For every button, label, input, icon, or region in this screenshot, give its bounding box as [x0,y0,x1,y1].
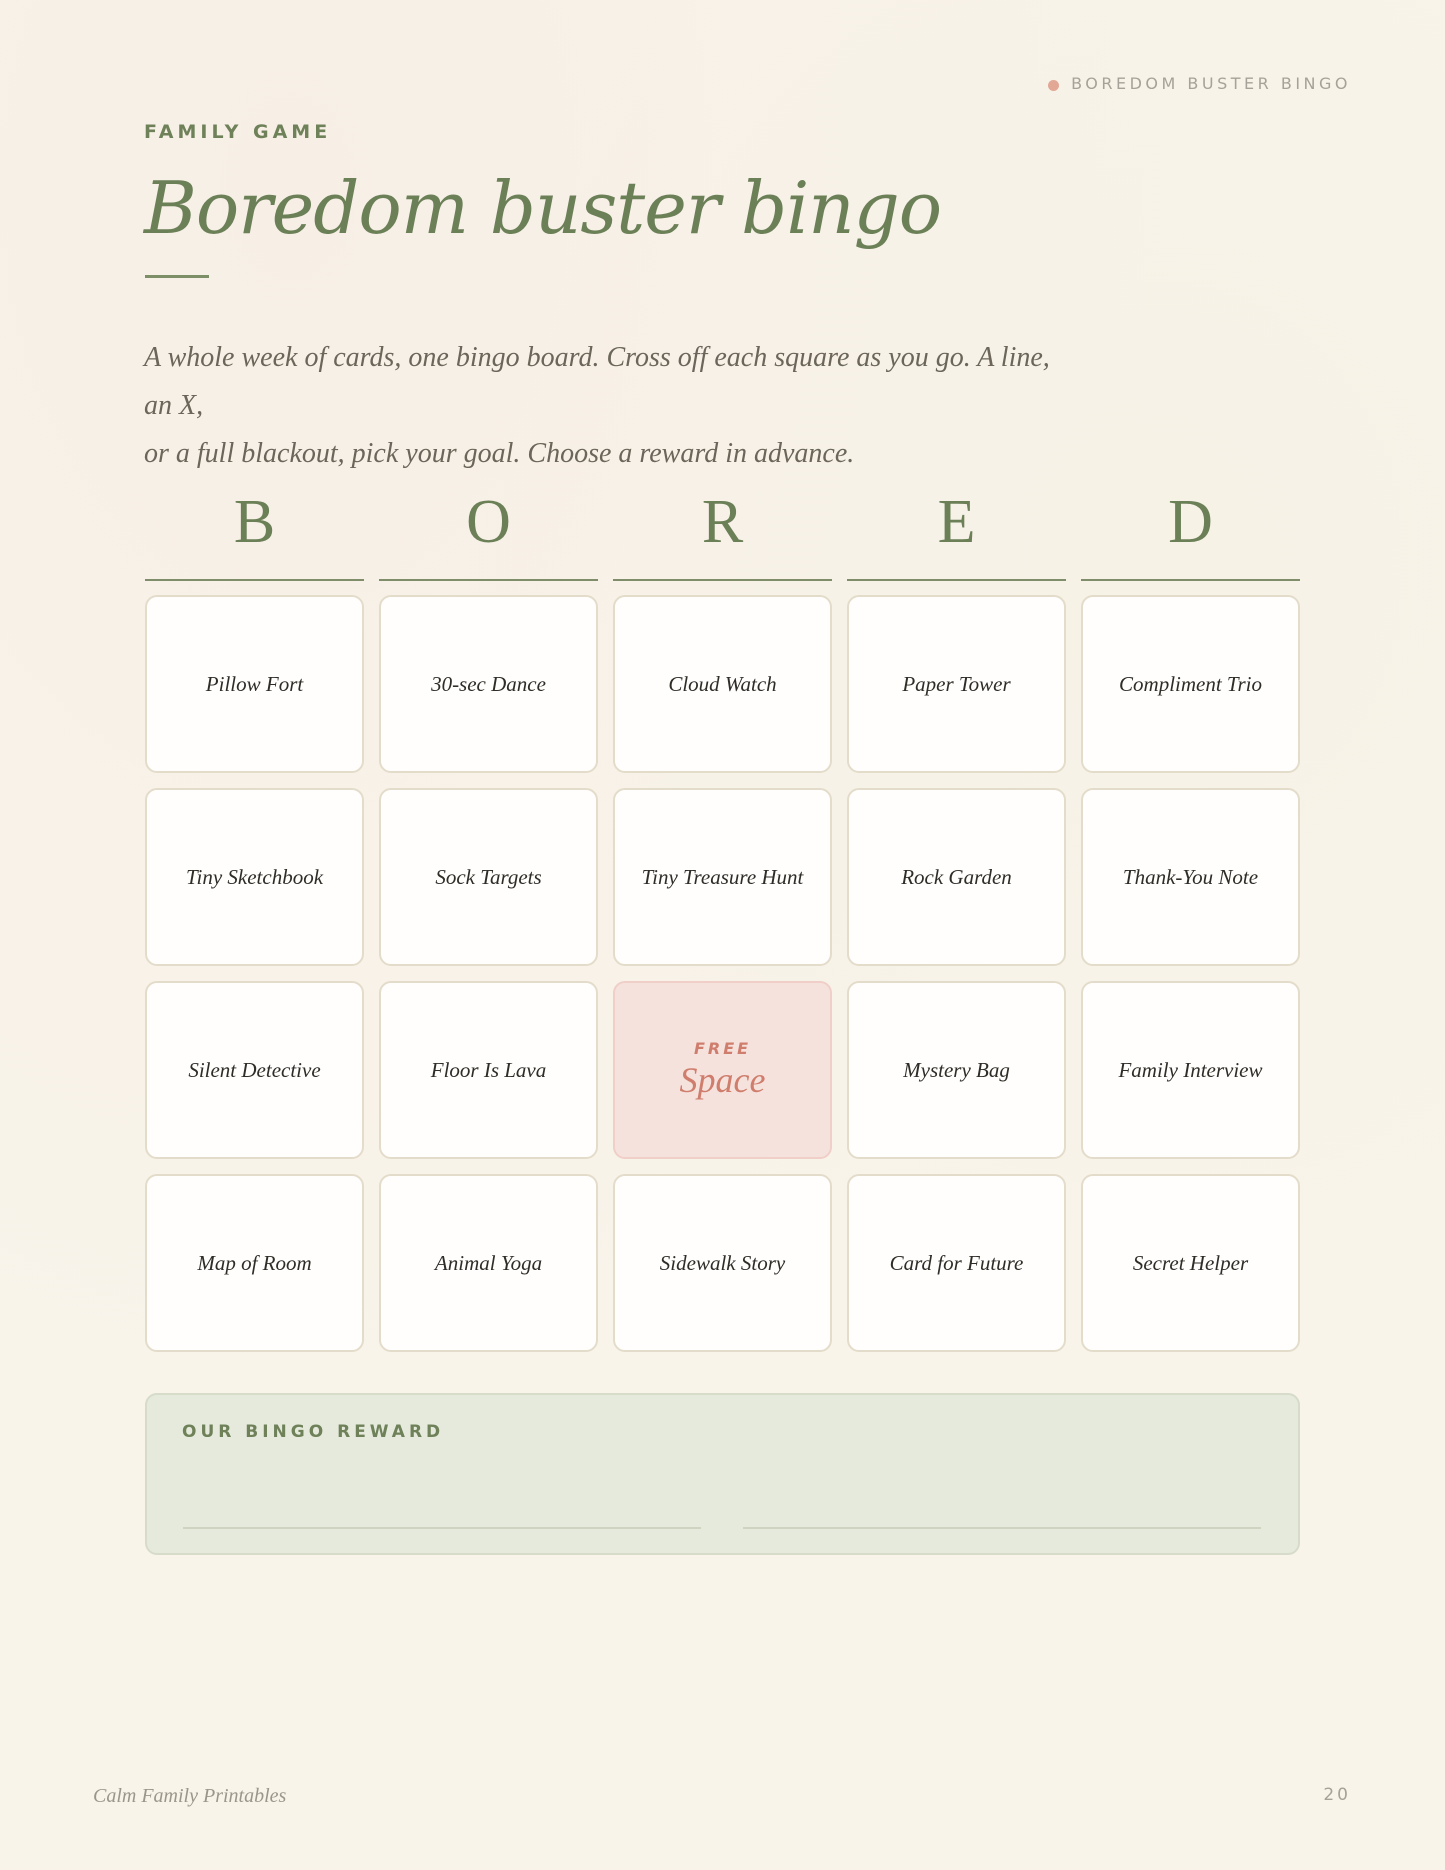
bingo-cell[interactable]: Rock Garden [847,788,1066,966]
bingo-cell[interactable]: Pillow Fort [145,595,364,773]
free-space-cell[interactable] [613,981,832,1159]
reward-write-line-1[interactable] [183,1527,701,1529]
free-space-label: FREE [693,1039,752,1058]
bingo-cell[interactable]: Animal Yoga [379,1174,598,1352]
bingo-cell[interactable]: Family Interview [1081,981,1300,1159]
intro-line-2: or a full blackout, pick your goal. Choose a reward in advance. [144,438,855,469]
bingo-cell[interactable]: Tiny Sketchbook [145,788,364,966]
bingo-letter-e: E [847,482,1066,581]
bingo-cell[interactable]: Map of Room [145,1174,364,1352]
bingo-cell[interactable]: Card for Future [847,1174,1066,1352]
bingo-cell[interactable]: Floor Is Lava [379,981,598,1159]
running-head [1048,74,1351,93]
bingo-cell[interactable]: Sock Targets [379,788,598,966]
page-number: 20 [1323,1785,1351,1805]
footer-publication: Calm Family Printables [93,1785,287,1807]
reward-label: OUR BINGO REWARD [182,1422,445,1442]
bingo-cell[interactable]: Mystery Bag [847,981,1066,1159]
bingo-cell[interactable]: Cloud Watch [613,595,832,773]
bingo-header [145,482,1300,581]
bingo-letter-d: D [1081,482,1300,581]
bingo-cell[interactable]: Sidewalk Story [613,1174,832,1352]
bingo-cell[interactable]: Thank-You Note [1081,788,1300,966]
reward-write-line-2[interactable] [743,1527,1261,1529]
bingo-grid [145,595,1300,1352]
page-title: Boredom buster bingo [144,166,942,250]
bullet-dot-icon [1048,80,1059,91]
running-head-text: BOREDOM BUSTER BINGO [1071,74,1351,93]
intro-paragraph [144,334,1074,478]
bingo-cell[interactable]: Tiny Treasure Hunt [613,788,832,966]
bingo-cell[interactable]: 30-sec Dance [379,595,598,773]
intro-line-1: A whole week of cards, one bingo board. Cross off each square as you go. A line, an X, [144,342,1050,421]
bingo-letter-r: R [613,482,832,581]
title-divider [145,275,209,278]
eyebrow-label: FAMILY GAME [144,121,332,143]
bingo-cell[interactable]: Compliment Trio [1081,595,1300,773]
bingo-cell[interactable]: Paper Tower [847,595,1066,773]
free-space-title: Space [679,1060,766,1100]
bingo-cell[interactable]: Secret Helper [1081,1174,1300,1352]
bingo-cell[interactable]: Silent Detective [145,981,364,1159]
bingo-letter-b: B [145,482,364,581]
bingo-letter-o: O [379,482,598,581]
reward-box [145,1393,1300,1555]
